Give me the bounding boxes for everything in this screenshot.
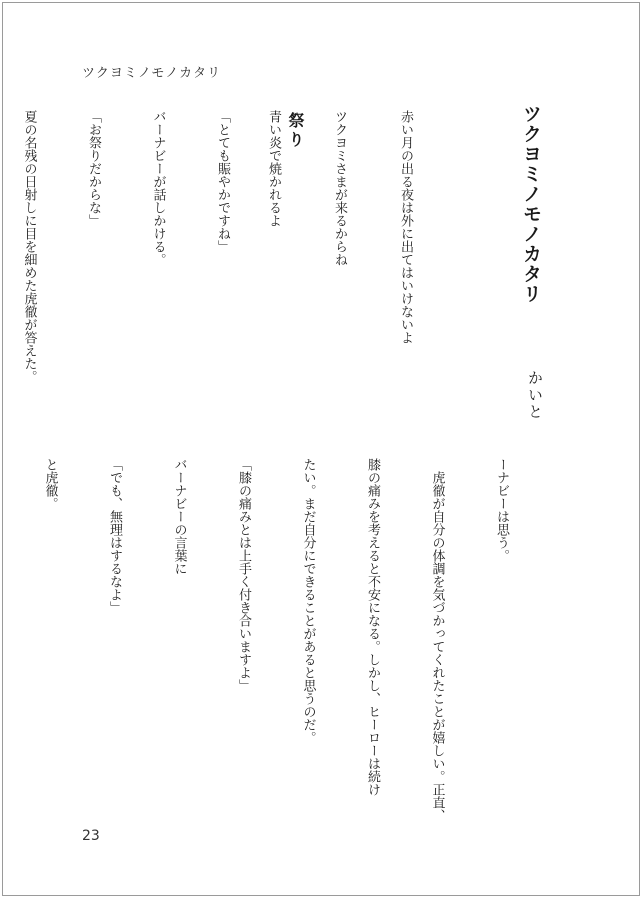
work-title: ツクヨミノモノカタリ xyxy=(520,104,542,304)
text-line: 「とても賑やかですね」 xyxy=(215,110,230,253)
text-line: 膝の痛みを考えると不安になる。しかし、ヒーローは続け xyxy=(365,458,380,796)
page-number: 23 xyxy=(82,828,100,844)
text-line: 「でも、無理はするなよ」 xyxy=(107,458,122,614)
epigraph-line: 赤い月の出る夜は外に出てはいけないよ xyxy=(398,110,413,344)
author-name: かいと xyxy=(526,370,544,421)
chapter-title: 祭り xyxy=(286,112,305,150)
epigraph-line: ツクヨミさまが来るからね xyxy=(332,110,347,266)
text-line: たい。まだ自分にできることがあると思うのだ。 xyxy=(300,458,316,744)
body-text-upper xyxy=(21,110,276,455)
text-line: 夏の名残の日射しに目を細めた虎徹が答えた。 xyxy=(21,110,37,383)
body-text-lower xyxy=(42,458,555,822)
text-line: バーナビーが話しかける。 xyxy=(150,110,166,266)
text-line: バーナビーの言葉に xyxy=(171,458,187,575)
epigraph-line: 青い炎で焼かれるよ xyxy=(266,110,281,227)
text-line: と虎徹。 xyxy=(42,458,58,510)
text-line: 虎徹が自分の体調を気づかってくれたことが嬉しい。正直、 xyxy=(429,458,445,822)
text-line: 「お祭りだからな」 xyxy=(86,110,101,227)
text-line: ーナビーは思う。 xyxy=(494,458,509,562)
text-line: 「膝の痛みとは上手く付き合いますよ」 xyxy=(236,458,251,692)
running-header: ツクヨミノモノカタリ xyxy=(82,66,222,81)
